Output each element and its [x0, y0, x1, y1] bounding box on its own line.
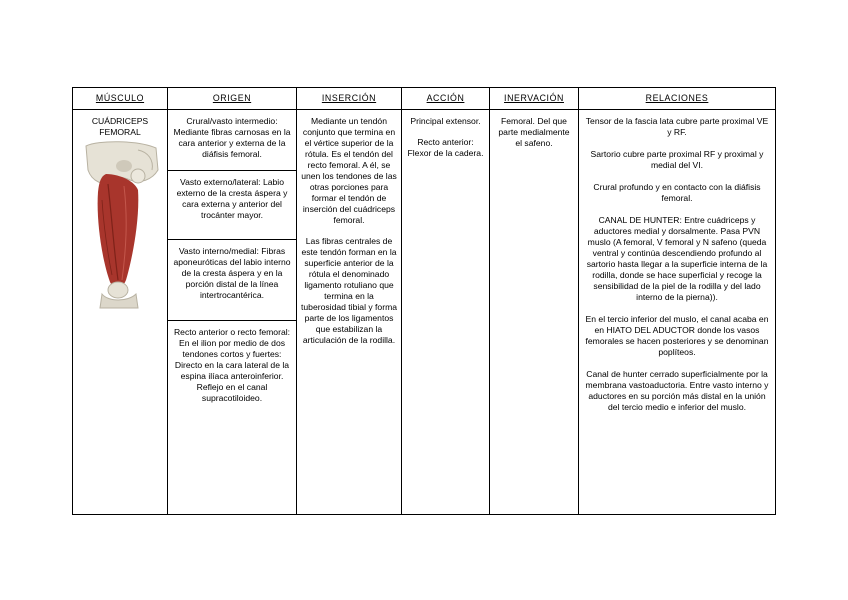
- insertion-cell: [297, 110, 402, 515]
- relations-cell: [579, 110, 776, 515]
- header-origin: ORIGEN: [168, 88, 297, 110]
- header-row: [73, 88, 776, 110]
- relations-text-2: Sartorio cubre parte proximal RF y proximal y medial del VI.: [590, 149, 764, 170]
- origin-vasto-interno: Vasto interno/medial: Fibras aponeuróticas del labio interno de la cresta áspera y en la porción distal de la línea intertrocantérica.: [168, 240, 296, 321]
- insertion-text-2: Las fibras centrales de este tendón forman en la superficie anterior de la rótula el denominado ligamento rotuliano que termina en la tuberosidad tibial y forma parte de los ligamentos que estabilizan la articulación de la rodilla.: [301, 236, 398, 345]
- muscle-name: CUÁDRICEPS FEMORAL: [91, 116, 149, 137]
- header-insertion: INSERCIÓN: [297, 88, 402, 110]
- action-cell: [402, 110, 490, 515]
- muscle-row: [73, 110, 776, 515]
- innervation-cell: [490, 110, 579, 515]
- innervation-text: Femoral. Del que parte medialmente el safeno.: [498, 116, 570, 148]
- origin-cell: [168, 110, 297, 515]
- muscle-table: [72, 87, 776, 515]
- header-innervation: INERVACIÓN: [490, 88, 579, 110]
- relations-text-6: Canal de hunter cerrado superficialmente por la membrana vastoaductoria. Entre vasto interno y aductores en su porción más distal en la unión del tercio medio e inferior del muslo.: [585, 369, 769, 412]
- muscle-cell: [73, 110, 168, 515]
- origin-crural: Crural/vasto intermedio: Mediante fibras carnosas en la cara anterior y externa de la diáfisis femoral.: [168, 110, 296, 171]
- relations-text-3: Crural profundo y en contacto con la diáfisis femoral.: [593, 182, 761, 203]
- header-relations: RELACIONES: [579, 88, 776, 110]
- action-text-2: Recto anterior: Flexor de la cadera.: [407, 137, 484, 158]
- quadriceps-illustration: [78, 140, 162, 310]
- origin-vasto-externo: Vasto externo/lateral: Labio externo de la cresta áspera y cara externa y anterior del trocánter mayor.: [168, 171, 296, 240]
- relations-text-4: CANAL DE HUNTER: Entre cuádriceps y aductores medial y dorsalmente. Pasa PVN muslo (A femoral, V femoral y N safeno (queda ventral y continúa descendiendo profundo al sartorio hasta llegar a la superficie interna de la rodilla, donde se hace superficial y recoge la sensibilidad de la piel de la rodilla y del lado interno de la pierna)).: [586, 215, 768, 302]
- header-action: ACCIÓN: [402, 88, 490, 110]
- header-muscle: MÚSCULO: [73, 88, 168, 110]
- relations-text-1: Tensor de la fascia lata cubre parte proximal VE y RF.: [585, 116, 769, 137]
- insertion-text-1: Mediante un tendón conjunto que termina en el vértice superior de la rótula. Es el tendón del recto femoral. A él, se unen los tendones de las otras porciones para formar el tendón de inserción del cuádriceps femoral.: [301, 116, 397, 225]
- relations-text-5: En el tercio inferior del muslo, el canal acaba en en HIATO DEL ADUCTOR donde los vasos femorales se hacen posteriores y se denominan poplíteos.: [585, 314, 769, 357]
- origin-recto-anterior: Recto anterior o recto femoral: En el ilion por medio de dos tendones cortos y fuertes: Directo en la cara lateral de la espina ilíaca anteroinferior. Reflejo en el canal supracotiloideo.: [173, 327, 291, 403]
- action-text-1: Principal extensor.: [410, 116, 481, 126]
